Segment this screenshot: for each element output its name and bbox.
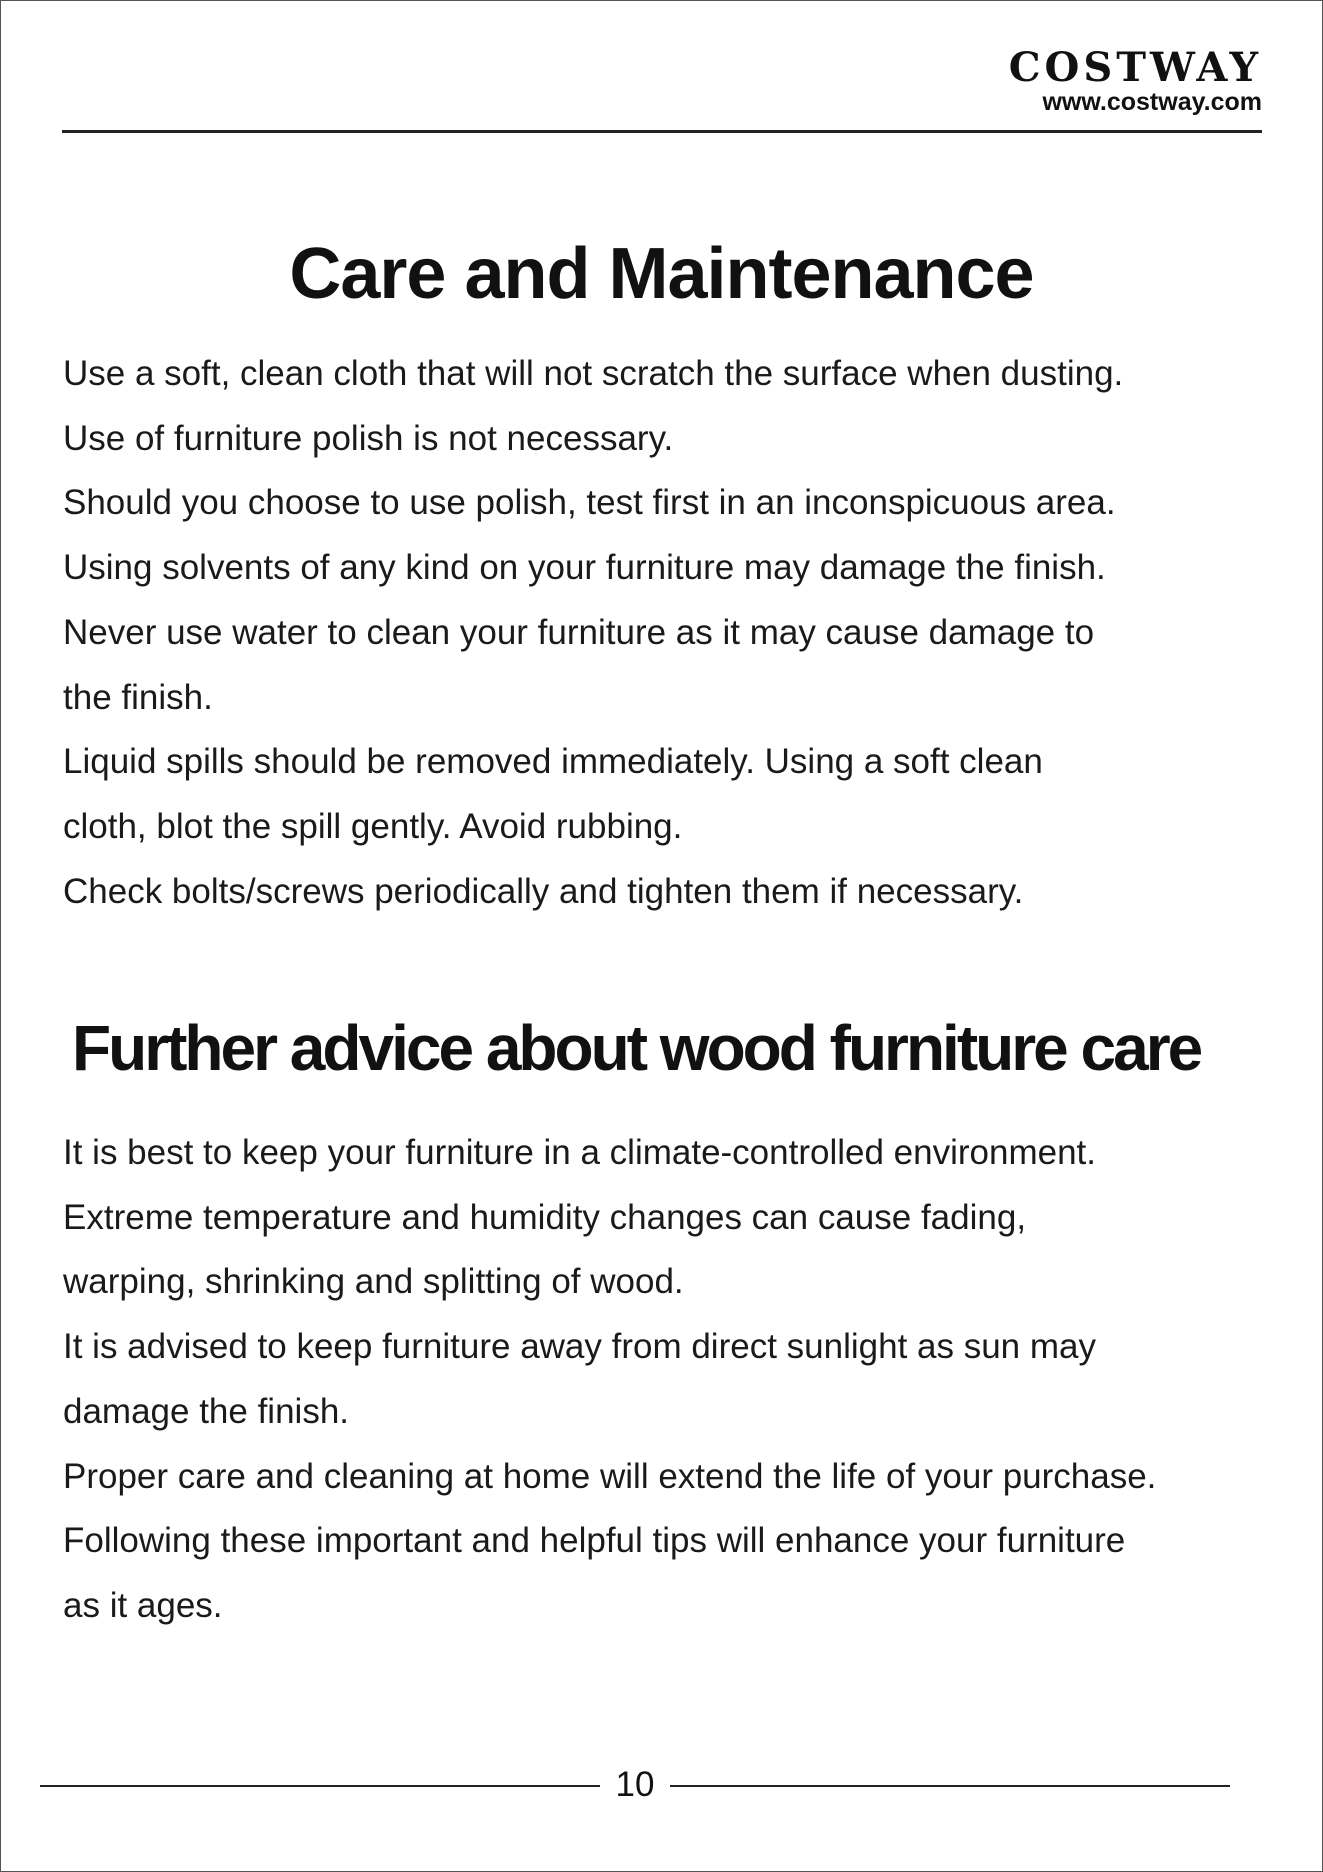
- website-url: www.costway.com: [1042, 88, 1262, 116]
- text-line: Check bolts/screws periodically and tighten them if necessary.: [63, 871, 1024, 911]
- care-instructions: [63, 342, 1263, 924]
- page-header: [62, 40, 1262, 133]
- text-line: Never use water to clean your furniture as it may cause damage to: [63, 612, 1095, 652]
- text-line: cloth, blot the spill gently. Avoid rubbing.: [63, 806, 683, 846]
- section-title-wood-care: Further advice about wood furniture care: [72, 1012, 1201, 1084]
- brand-logo: COSTWAY: [1008, 44, 1262, 91]
- text-line: Following these important and helpful tips will enhance your furniture: [63, 1521, 1126, 1561]
- section-title-care: Care and Maintenance: [289, 234, 1034, 314]
- text-line: Using solvents of any kind on your furniture may damage the finish.: [63, 548, 1106, 588]
- text-line: as it ages.: [63, 1585, 223, 1625]
- text-line: It is best to keep your furniture in a climate-controlled environment.: [63, 1133, 1096, 1172]
- text-line: Use of furniture polish is not necessary.: [63, 418, 674, 458]
- text-line: Extreme temperature and humidity changes can cause fading,: [63, 1197, 1027, 1237]
- text-line: the finish.: [63, 677, 213, 717]
- text-line: Proper care and cleaning at home will extend the life of your purchase.: [63, 1456, 1157, 1496]
- text-line: warping, shrinking and splitting of wood.: [63, 1262, 684, 1302]
- footer-rule-right: [670, 1785, 1230, 1787]
- footer-rule-left: [40, 1785, 600, 1787]
- text-line: It is advised to keep furniture away from direct sunlight as sun may: [63, 1327, 1096, 1367]
- text-line: Use a soft, clean cloth that will not scratch the surface when dusting.: [63, 354, 1124, 393]
- text-line: Liquid spills should be removed immediately. Using a soft clean: [63, 742, 1043, 782]
- text-line: Should you choose to use polish, test first in an inconspicuous area.: [63, 483, 1116, 523]
- wood-care-advice: [63, 1121, 1263, 1639]
- text-line: damage the finish.: [63, 1391, 350, 1431]
- page-number: 10: [615, 1765, 655, 1804]
